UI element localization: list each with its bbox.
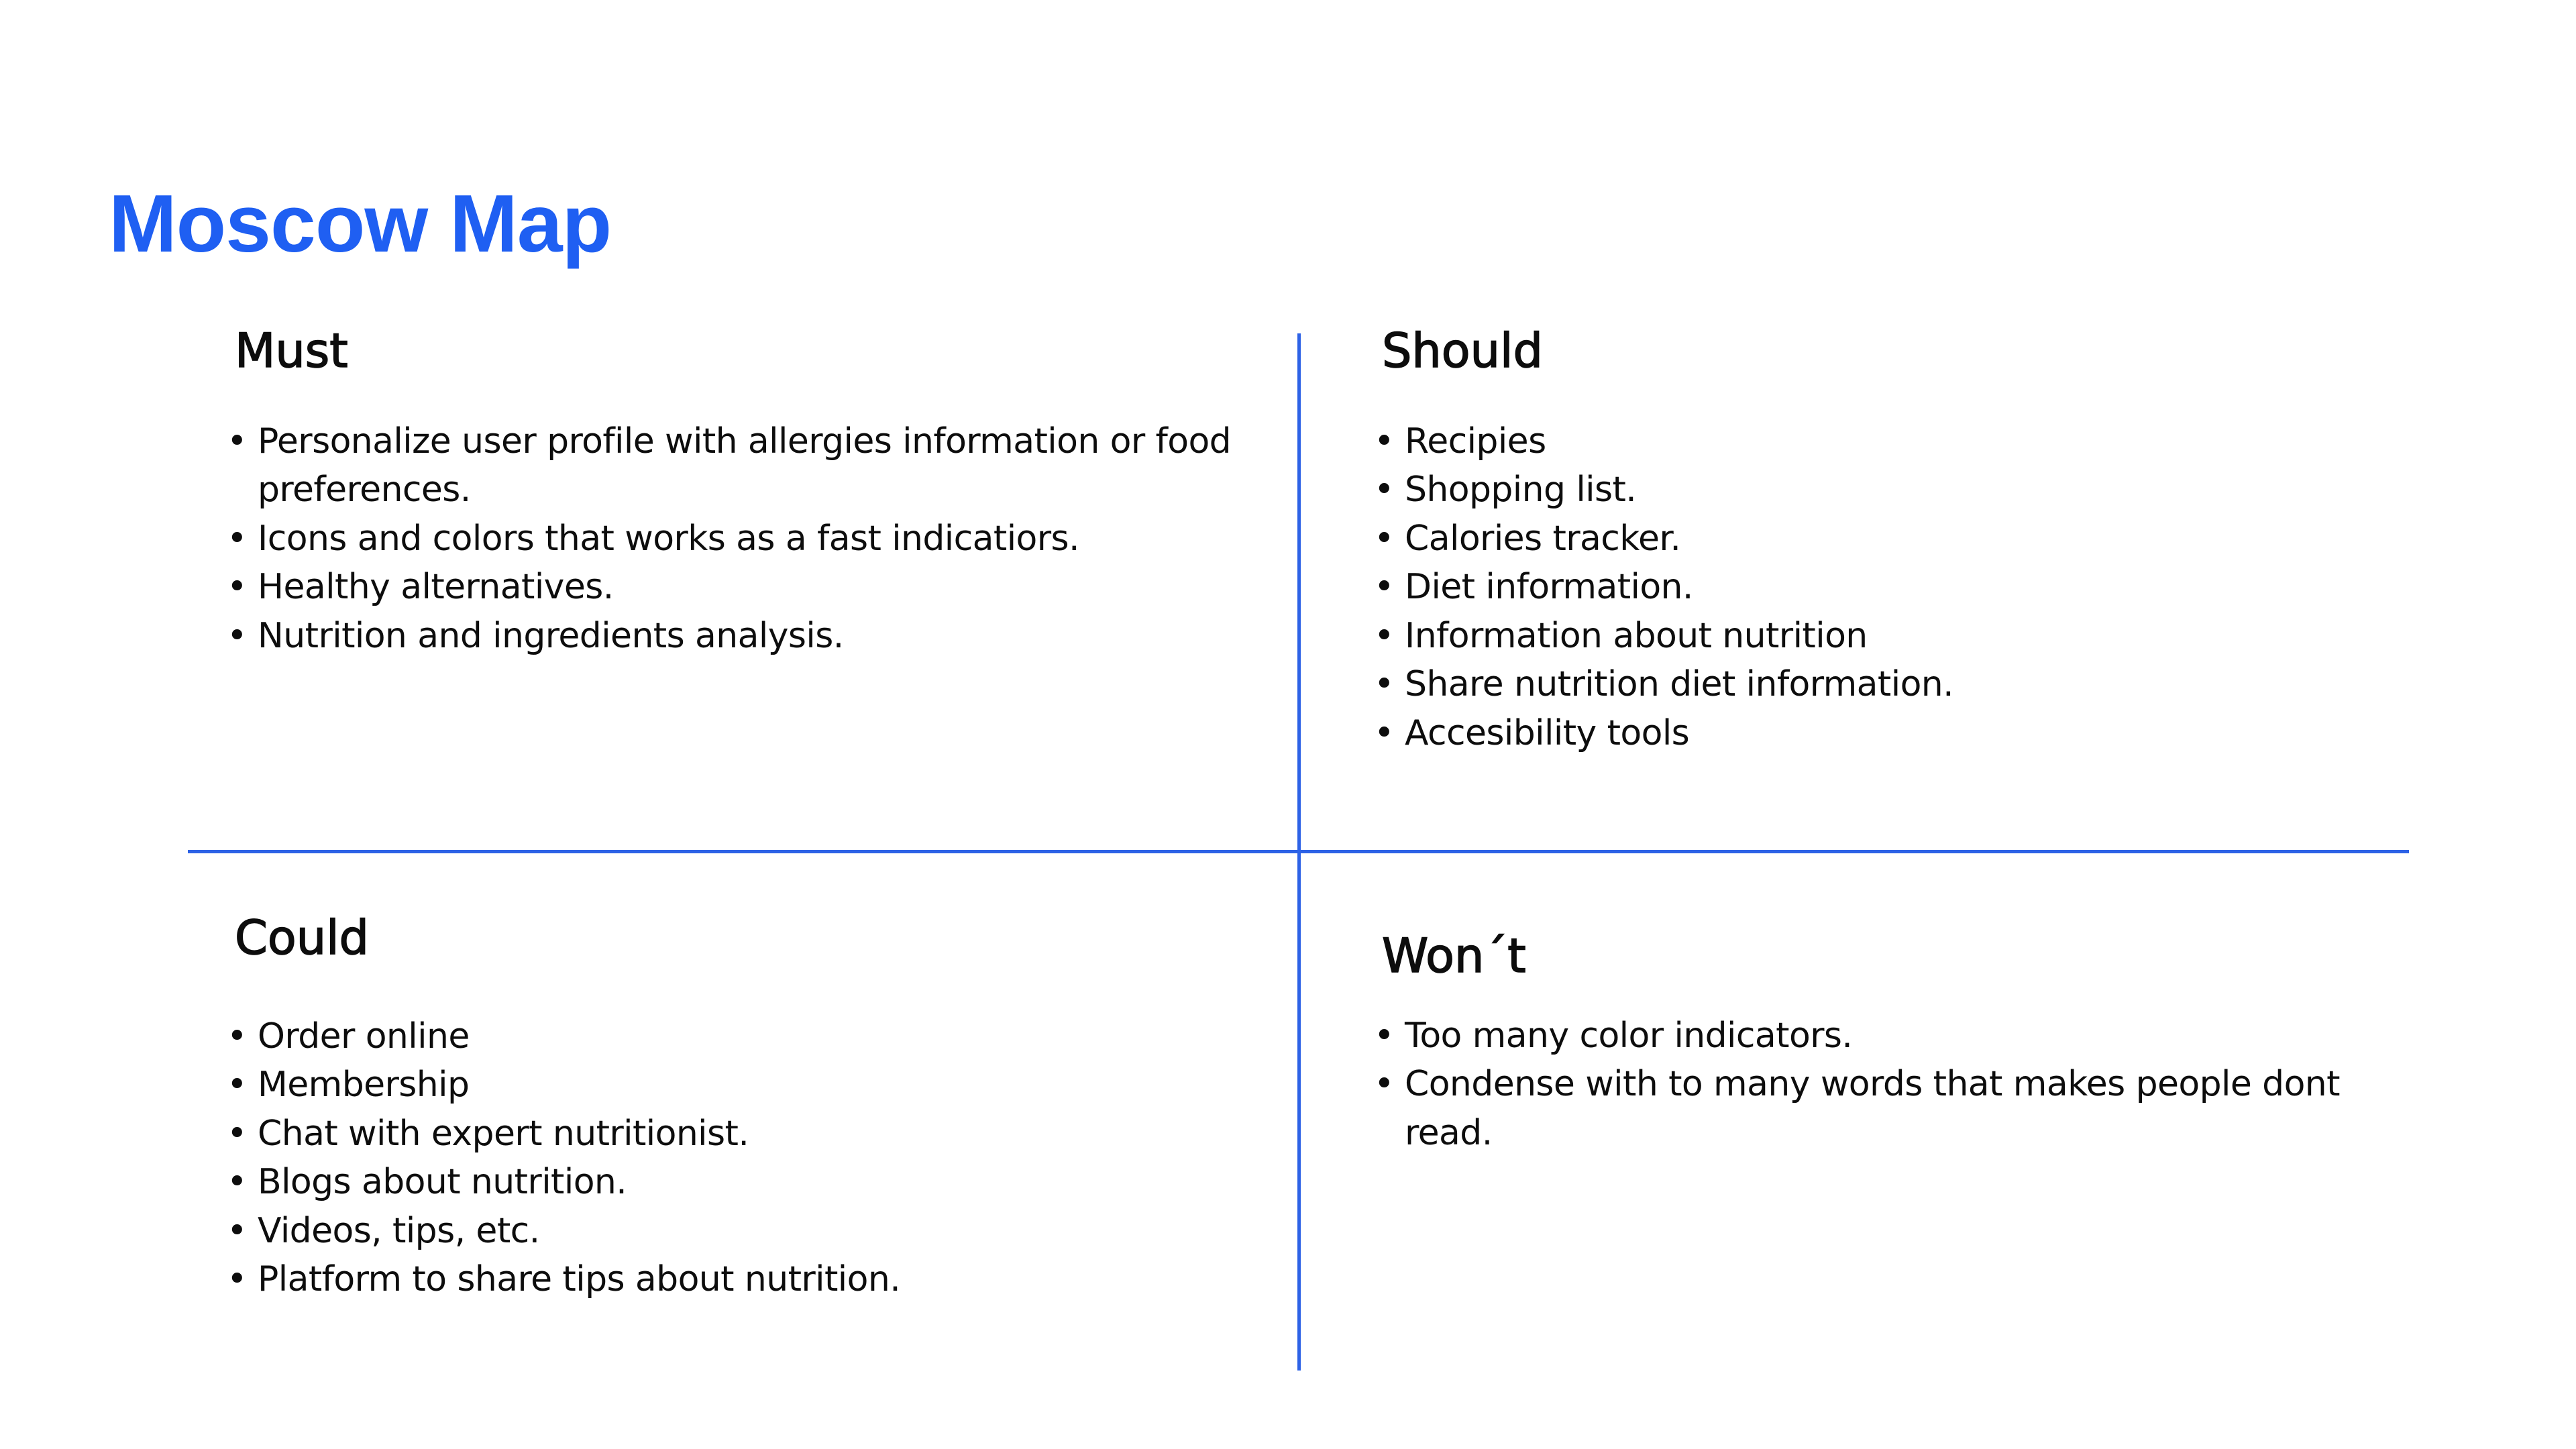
list-item-text: Icons and colors that works as a fast indicatiors.	[258, 518, 1079, 559]
item-list-must	[221, 417, 1268, 661]
list-item-text: Nutrition and ingredients analysis.	[258, 615, 844, 656]
list-item-text: Shopping list.	[1405, 470, 1637, 510]
quadrant-wont	[1368, 927, 2415, 1157]
item-list-could	[221, 1012, 1268, 1304]
list-item-text: Recipies	[1405, 421, 1546, 462]
bullet-icon: •	[1374, 470, 1395, 510]
list-item-text: Membership	[258, 1065, 470, 1105]
list-item-text: Accesibility tools	[1405, 712, 1690, 753]
list-item	[221, 1158, 1268, 1207]
list-item-text: Videos, tips, etc.	[258, 1210, 540, 1251]
list-item-text: Personalize user profile with allergies information or food preferences.	[258, 421, 1232, 510]
list-item	[221, 1061, 1268, 1110]
list-item	[1368, 466, 2415, 515]
list-item-text: Diet information.	[1405, 567, 1693, 607]
item-list-should	[1368, 417, 2415, 758]
list-item	[221, 1110, 1268, 1159]
bullet-icon: •	[227, 1162, 248, 1202]
bullet-icon: •	[1374, 518, 1395, 559]
bullet-icon: •	[1374, 712, 1395, 753]
bullet-icon: •	[227, 1210, 248, 1251]
quadrant-heading-wont: Won´t	[1382, 928, 1526, 983]
bullet-icon: •	[227, 1113, 248, 1154]
list-item-text: Information about nutrition	[1405, 615, 1868, 656]
page-title: Moscow Map	[109, 178, 612, 269]
quadrant-heading-should: Should	[1382, 323, 1543, 378]
quadrant-heading-could: Could	[235, 910, 369, 965]
list-item	[1368, 417, 2415, 466]
bullet-icon: •	[1374, 1064, 1395, 1104]
list-item-text: Blogs about nutrition.	[258, 1162, 627, 1202]
list-item	[221, 417, 1268, 515]
quadrant-should	[1368, 322, 2415, 757]
bullet-icon: •	[227, 615, 248, 656]
bullet-icon: •	[1374, 664, 1395, 704]
list-item	[1368, 660, 2415, 709]
list-item-text: Condense with to many words that makes people dont read.	[1405, 1064, 2340, 1153]
bullet-icon: •	[227, 518, 248, 559]
list-item-text: Share nutrition diet information.	[1405, 664, 1954, 704]
quadrant-could	[221, 909, 1268, 1304]
list-item	[1368, 515, 2415, 564]
bullet-icon: •	[1374, 615, 1395, 656]
list-item	[221, 1255, 1268, 1304]
list-item-text: Order online	[258, 1016, 470, 1057]
list-item-text: Healthy alternatives.	[258, 567, 614, 607]
list-item	[1368, 709, 2415, 758]
list-item-text: Calories tracker.	[1405, 518, 1681, 559]
list-item-text: Too many color indicators.	[1405, 1015, 1853, 1056]
list-item	[1368, 612, 2415, 661]
list-item	[221, 515, 1268, 564]
quadrant-heading-must: Must	[235, 323, 348, 378]
list-item	[1368, 1012, 2415, 1061]
quadrant-must	[221, 322, 1268, 660]
list-item	[221, 563, 1268, 612]
bullet-icon: •	[227, 421, 248, 462]
bullet-icon: •	[227, 1065, 248, 1105]
bullet-icon: •	[227, 567, 248, 607]
list-item	[221, 612, 1268, 661]
bullet-icon: •	[227, 1259, 248, 1299]
list-item	[1368, 563, 2415, 612]
bullet-icon: •	[227, 1016, 248, 1057]
list-item	[221, 1207, 1268, 1256]
bullet-icon: •	[1374, 567, 1395, 607]
list-item	[1368, 1060, 2415, 1157]
list-item-text: Platform to share tips about nutrition.	[258, 1259, 901, 1299]
list-item	[221, 1012, 1268, 1061]
bullet-icon: •	[1374, 421, 1395, 462]
bullet-icon: •	[1374, 1015, 1395, 1056]
list-item-text: Chat with expert nutritionist.	[258, 1113, 749, 1154]
item-list-wont	[1368, 1012, 2415, 1158]
horizontal-divider	[188, 850, 2409, 853]
